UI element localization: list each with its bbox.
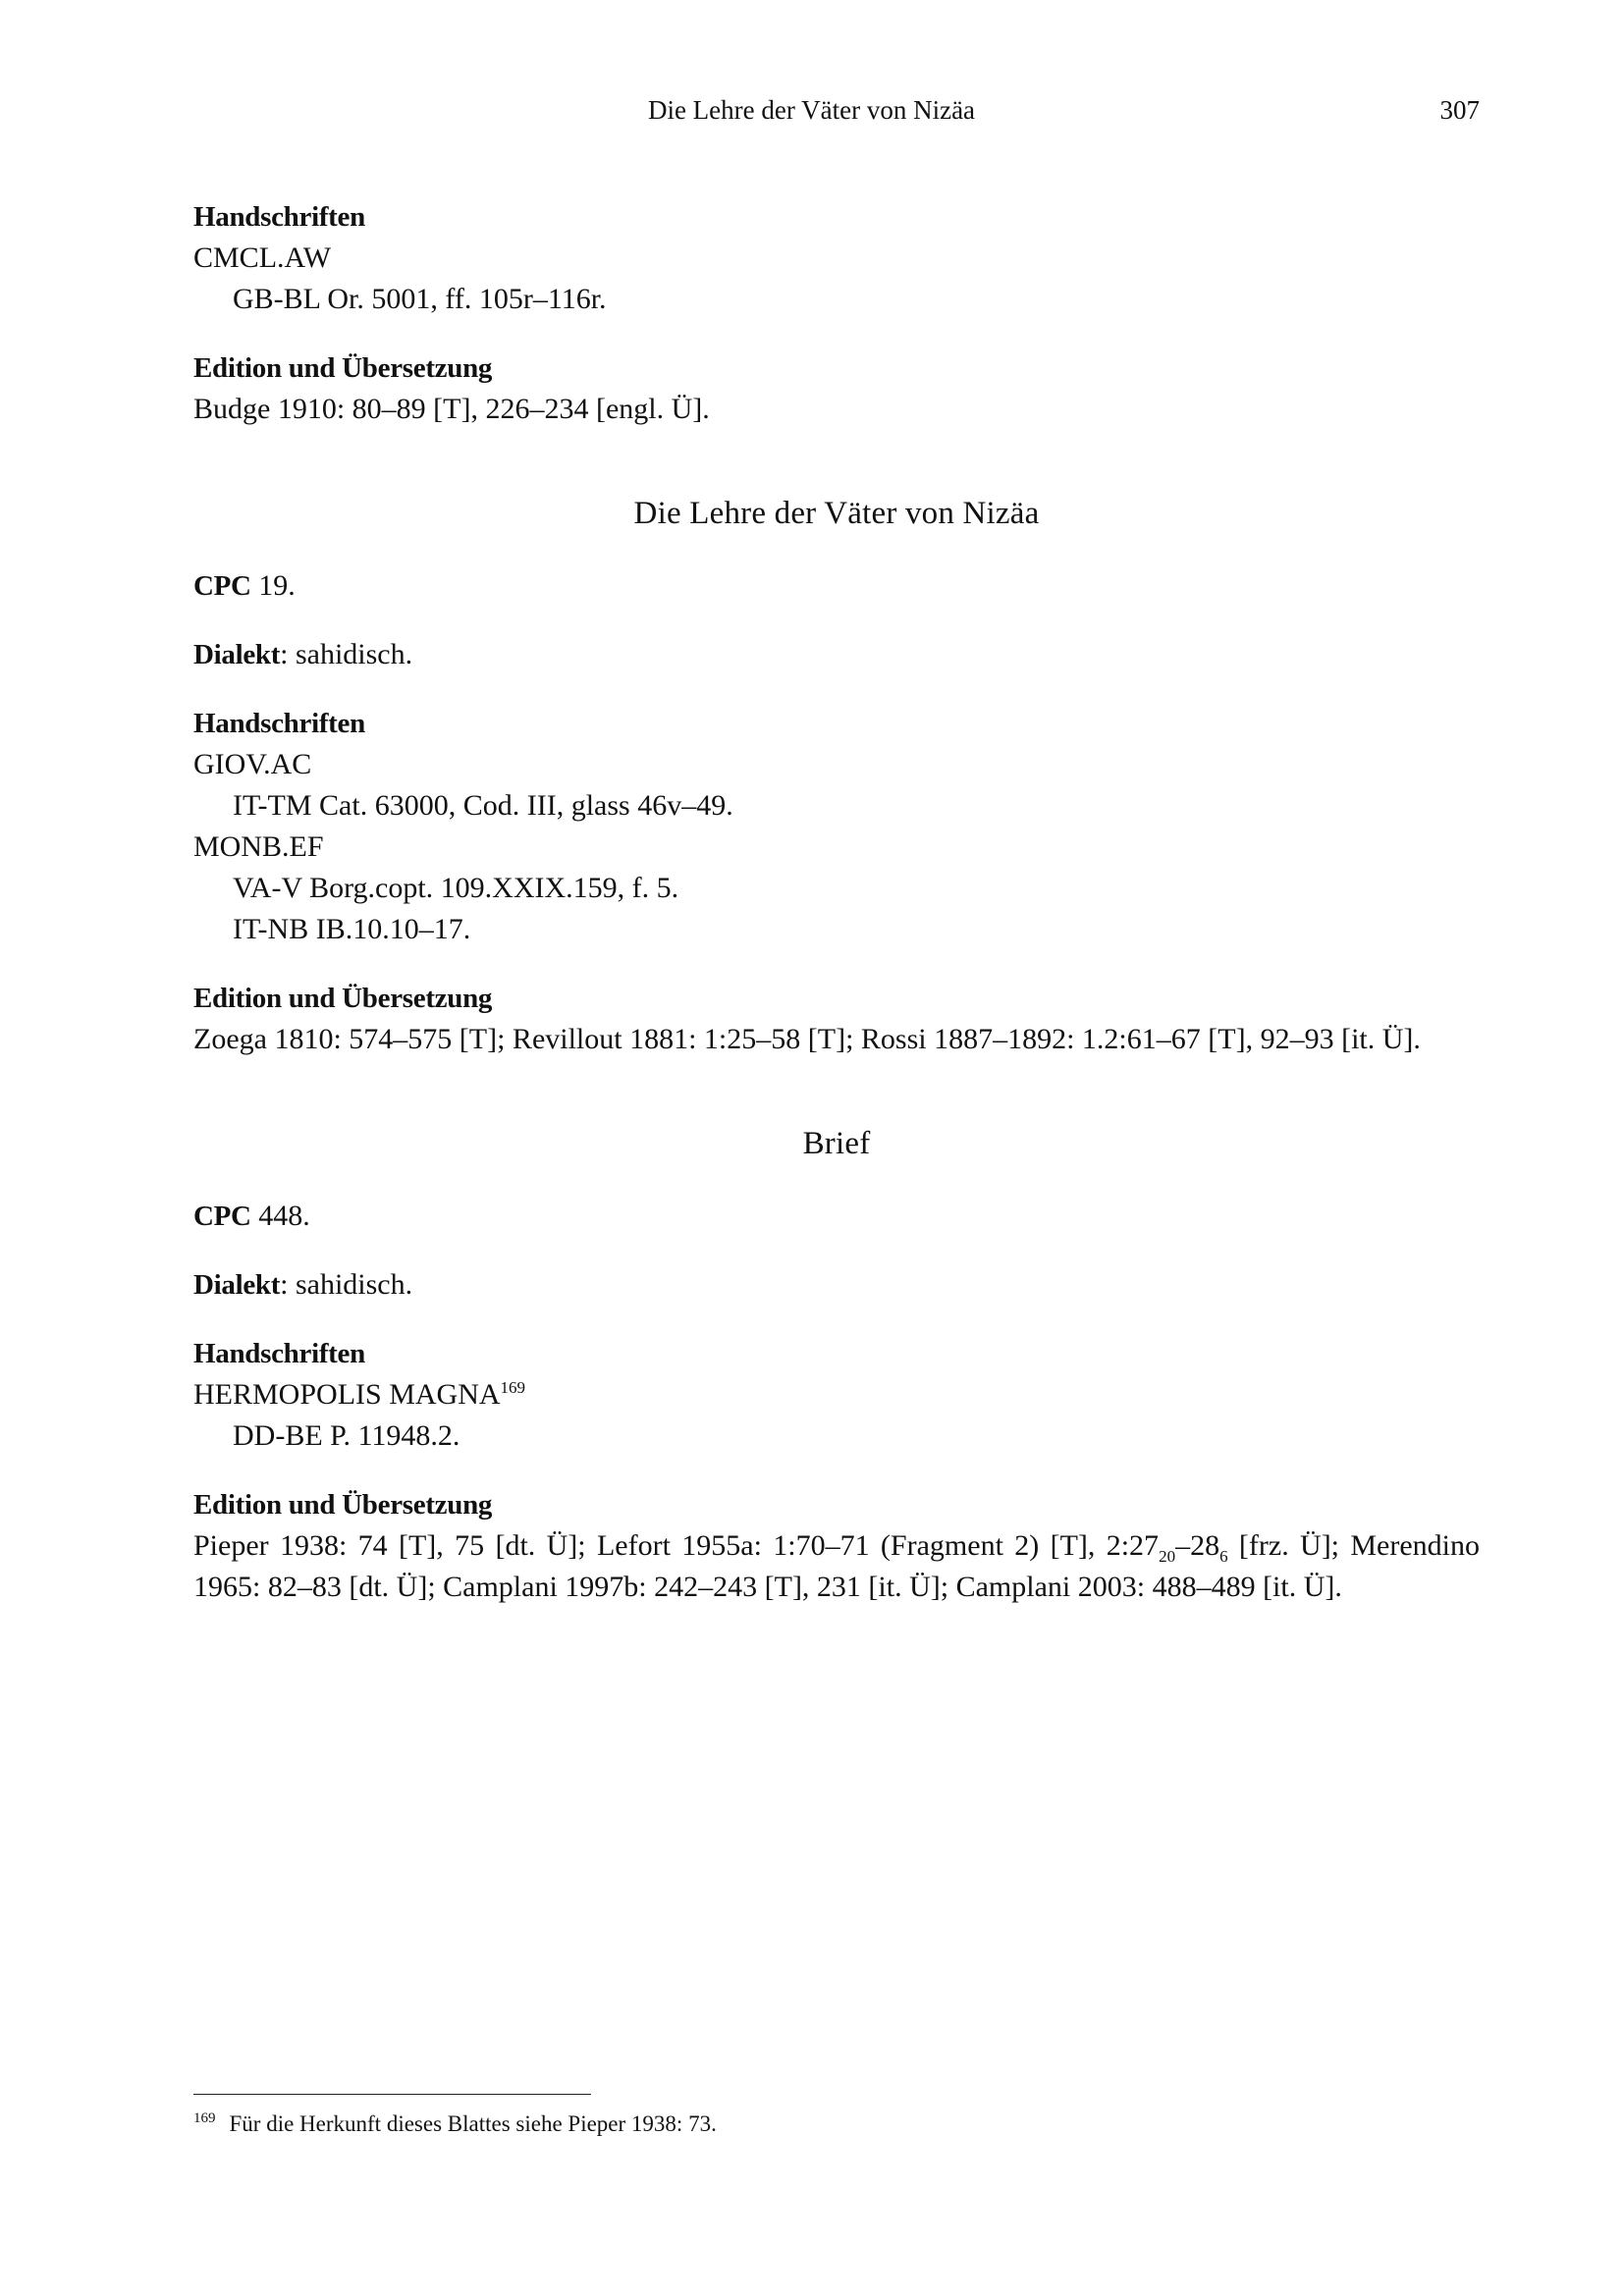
siglum-text: HERMOPOLIS MAGNA [193, 1378, 501, 1411]
footnote-reference[interactable]: 169 [500, 1378, 526, 1397]
dialect-value: : sahidisch. [280, 638, 413, 670]
edition-text [193, 1525, 1480, 1608]
edition-heading: Edition und Übersetzung [193, 1489, 493, 1521]
cpc-entry [193, 1196, 1480, 1237]
manuscript-siglum: GIOV.AC [193, 748, 312, 780]
running-title: Die Lehre der Väter von Nizäa [647, 95, 976, 125]
manuscript-witness: GB-BL Or. 5001, ff. 105r–116r. [233, 283, 607, 315]
cpc-label: CPC [193, 1201, 251, 1232]
page-number: 307 [1439, 95, 1480, 125]
dialect-entry [193, 1264, 1480, 1306]
footnote [193, 2109, 717, 2140]
footnote-number: 169 [193, 2110, 216, 2127]
dialect-label: Dialekt [193, 1269, 281, 1301]
dialect-entry [193, 634, 1480, 675]
manuscript-witness: IT-TM Cat. 63000, Cod. III, glass 46v–49. [233, 789, 733, 822]
edition-heading: Edition und Übersetzung [193, 983, 493, 1014]
dialect-value: : sahidisch. [280, 1268, 413, 1301]
edition-text-part: Pieper 1938: 74 [T], 75 [dt. Ü]; Lefort 1955a: 1:70–71 (Fragment 2) [T], 2:27 [193, 1529, 1160, 1562]
edition-heading: Edition und Übersetzung [193, 352, 493, 384]
manuscript-witness: DD-BE P. 11948.2. [233, 1419, 460, 1452]
cpc-value: 19. [250, 569, 296, 602]
section-title: Die Lehre der Väter von Nizäa [633, 496, 1040, 531]
edition-text-part: –28 [1175, 1529, 1220, 1562]
subscript-line-number: 20 [1159, 1547, 1176, 1566]
manuscripts-heading: Handschriften [193, 708, 365, 739]
running-head [0, 92, 1623, 128]
edition-text: Zoega 1810: 574–575 [T]; Revillout 1881: 1:25–58 [T]; Rossi 1887–1892: 1.2:61–67 [T], 92–93 [it. Ü]. [193, 1023, 1421, 1055]
manuscript-siglum: CMCL.AW [193, 241, 332, 274]
cpc-entry [193, 565, 1480, 607]
manuscript-witness: VA-V Borg.copt. 109.XXIX.159, f. 5. [233, 872, 679, 904]
manuscript-siglum: MONB.EF [193, 830, 324, 863]
footnote-divider [193, 2094, 591, 2095]
section-title: Brief [802, 1126, 871, 1161]
cpc-value: 448. [250, 1200, 310, 1232]
manuscripts-heading: Handschriften [193, 1338, 365, 1369]
manuscript-witness: IT-NB IB.10.10–17. [233, 913, 471, 945]
subscript-line-number: 6 [1219, 1547, 1228, 1566]
edition-text-part: [frz. Ü]; Merendino 1965: 82–83 [dt. Ü]; Camplani 1997b: 242–243 [T], 231 [it. Ü]; Camplani 2003: 488–489 [it. Ü]. [193, 1529, 1480, 1603]
footnote-text: Für die Herkunft dieses Blattes siehe Pieper 1938: 73. [229, 2111, 717, 2136]
cpc-label: CPC [193, 570, 251, 602]
page-body [193, 196, 1480, 1608]
dialect-label: Dialekt [193, 639, 281, 670]
manuscript-siglum [193, 1374, 1480, 1415]
edition-text: Budge 1910: 80–89 [T], 226–234 [engl. Ü]. [193, 393, 710, 425]
manuscripts-heading: Handschriften [193, 201, 365, 233]
